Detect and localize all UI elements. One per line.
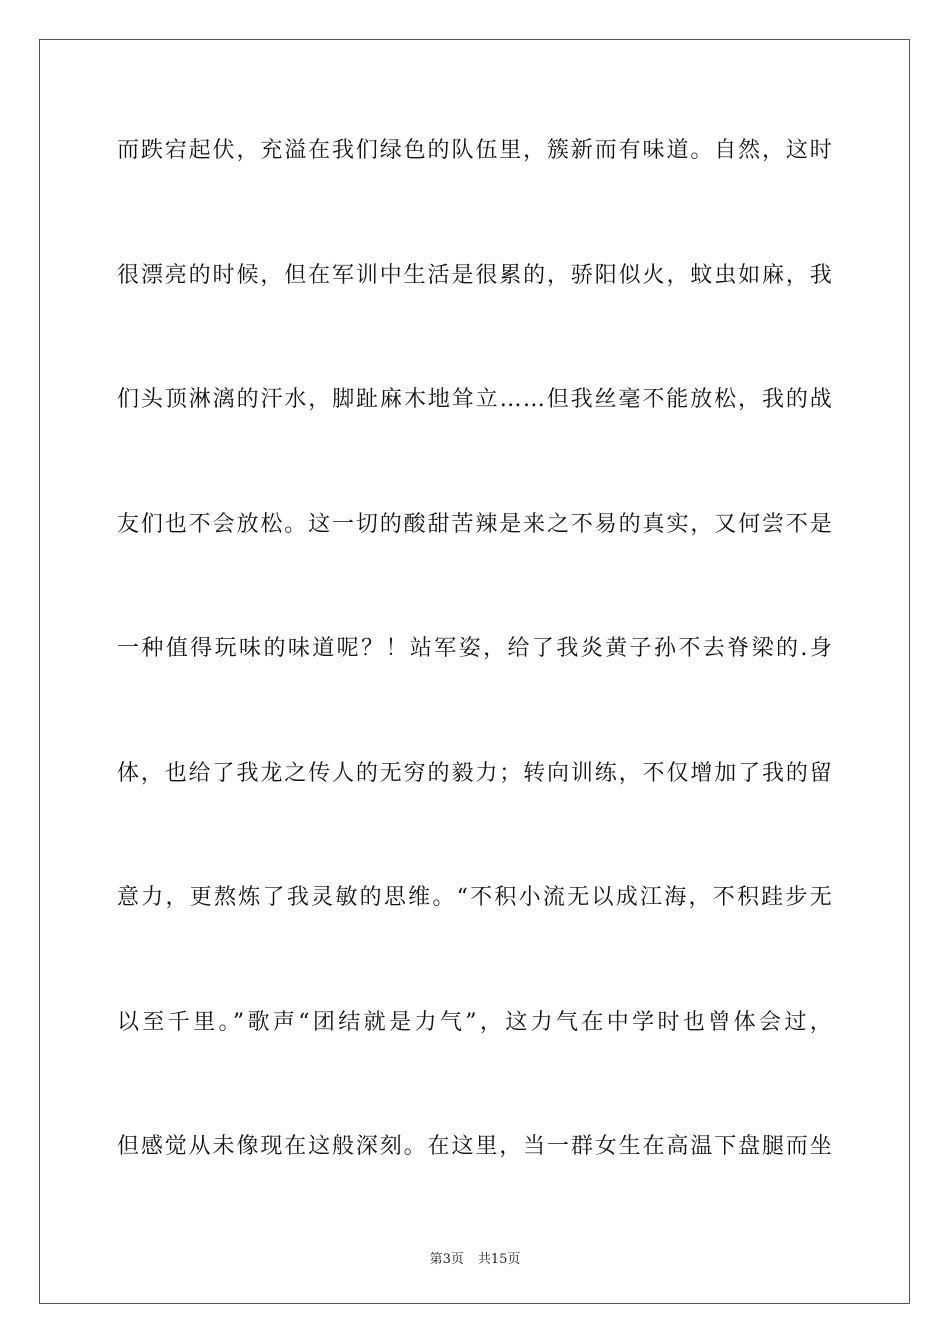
body-text-line: 们头顶淋漓的汗水，脚趾麻木地耸立……但我丝毫不能放松，我的战 xyxy=(117,387,833,412)
body-text-line: 以至千里。”歌声“团结就是力气”，这力气在中学时也曾体会过， xyxy=(117,1009,833,1035)
body-text-line: 很漂亮的时候，但在军训中生活是很累的，骄阳似火，蚊虫如麻，我 xyxy=(117,262,833,288)
document-body xyxy=(117,125,833,1246)
page-footer xyxy=(0,1248,950,1267)
body-text-line: 一种值得玩味的味道呢？！站军姿，给了我炎黄子孙不去脊梁的.身 xyxy=(117,636,833,661)
body-text-line: 体，也给了我龙之传人的无穷的毅力；转向训练，不仅增加了我的留 xyxy=(117,760,833,786)
body-text-line: 意力，更熬炼了我灵敏的思维。“不积小流无以成江海，不积跬步无 xyxy=(117,885,833,910)
page-total: 共15页 xyxy=(477,1252,521,1267)
body-text-line: 但感觉从未像现在这般深刻。在这里，当一群女生在高温下盘腿而坐 xyxy=(117,1134,833,1159)
body-text-line: 而跌宕起伏，充溢在我们绿色的队伍里，簇新而有味道。自然，这时 xyxy=(117,138,833,163)
body-text-line: 友们也不会放松。这一切的酸甜苦辣是来之不易的真实，又何尝不是 xyxy=(117,511,833,537)
page-number: 第3页 xyxy=(429,1252,464,1267)
